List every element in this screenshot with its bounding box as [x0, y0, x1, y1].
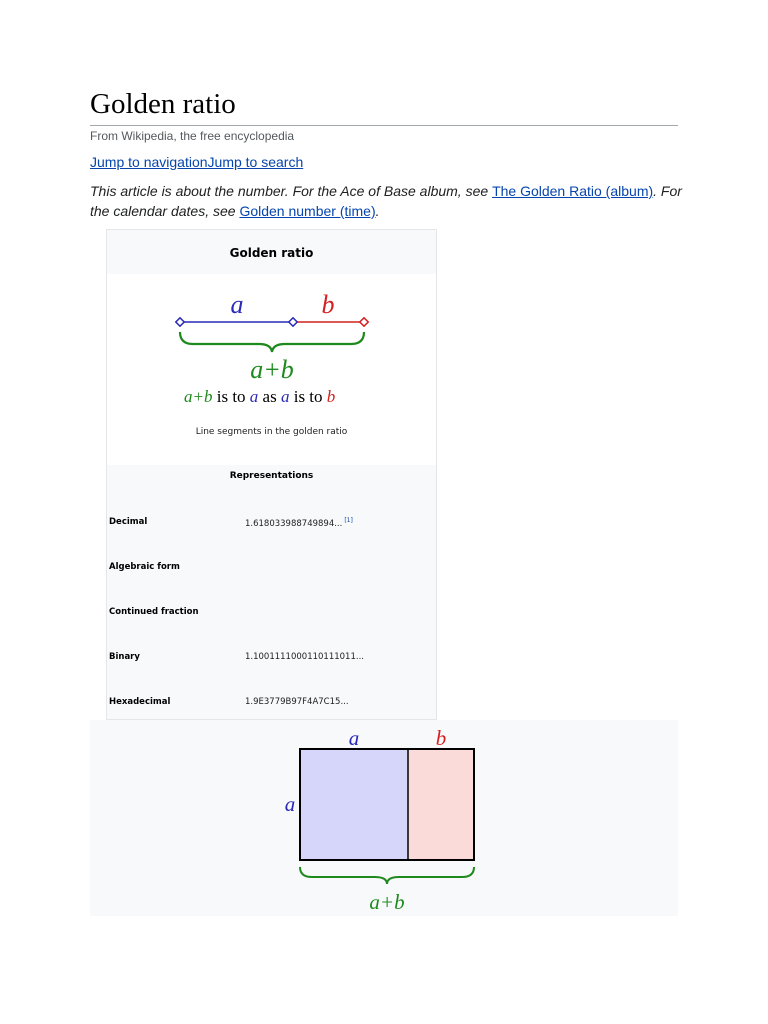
hatnote-text-1: This article is about the number. For the Ace of Base album, see [90, 183, 493, 199]
row-value: 1.1001111000110111011... [245, 652, 364, 662]
endpoint-left [176, 318, 184, 326]
row-label: Hexadecimal [109, 697, 171, 707]
infobox-caption: Line segments in the golden ratio [195, 427, 348, 437]
row-value [245, 517, 353, 529]
infobox-title: Golden ratio [229, 246, 314, 260]
golden-rectangle-figure[interactable] [90, 720, 678, 916]
jump-to-navigation-link[interactable]: Jump to navigation [90, 154, 208, 170]
ratio-statement [184, 387, 335, 406]
segment-label-b: b [321, 290, 335, 319]
ratio-is-to-1: is to [216, 387, 246, 406]
endpoint-right [360, 318, 368, 326]
row-label: Binary [109, 652, 140, 662]
hatnote-text-2: . For the calendar dates, see [90, 183, 682, 219]
jump-to-search-link[interactable]: Jump to search [207, 154, 304, 170]
ratio-a-1: a [249, 387, 259, 406]
page-title: Golden ratio [90, 88, 236, 120]
infobox [106, 229, 437, 720]
row-label: Continued fraction [109, 607, 199, 617]
side-label-a: a [284, 792, 296, 816]
ratio-as: as [262, 387, 277, 406]
hatnote [90, 181, 682, 221]
top-label-b: b [435, 726, 447, 750]
segment-label-sum: a+b [250, 355, 294, 384]
row-label: Decimal [109, 517, 148, 527]
square-region-a [300, 749, 408, 860]
decimal-value: 1.618033988749894... [245, 519, 343, 529]
segment-label-a: a [230, 290, 244, 319]
sum-brace [180, 332, 364, 352]
hatnote-album-link[interactable]: The Golden Ratio (album) [492, 183, 654, 199]
representations-header: Representations [229, 471, 314, 481]
hatnote-text-3: . [375, 203, 380, 219]
ratio-sum: a+b [184, 387, 213, 406]
ratio-a-2: a [280, 387, 290, 406]
jump-links [90, 154, 303, 170]
row-label: Algebraic form [109, 562, 180, 572]
rectangle-region-b [408, 749, 474, 860]
row-value: 1.9E3779B97F4A7C15... [245, 697, 349, 707]
ratio-b: b [326, 387, 336, 406]
tagline: From Wikipedia, the free encyclopedia [90, 129, 295, 143]
title-divider [90, 125, 678, 126]
endpoint-middle [289, 318, 297, 326]
bottom-label-sum: a+b [369, 890, 405, 914]
ratio-is-to-2: is to [293, 387, 323, 406]
sum-brace [300, 867, 474, 884]
top-label-a: a [348, 726, 360, 750]
reference-link[interactable]: [1] [344, 517, 353, 524]
hatnote-golden-number-link[interactable]: Golden number (time) [239, 203, 376, 219]
